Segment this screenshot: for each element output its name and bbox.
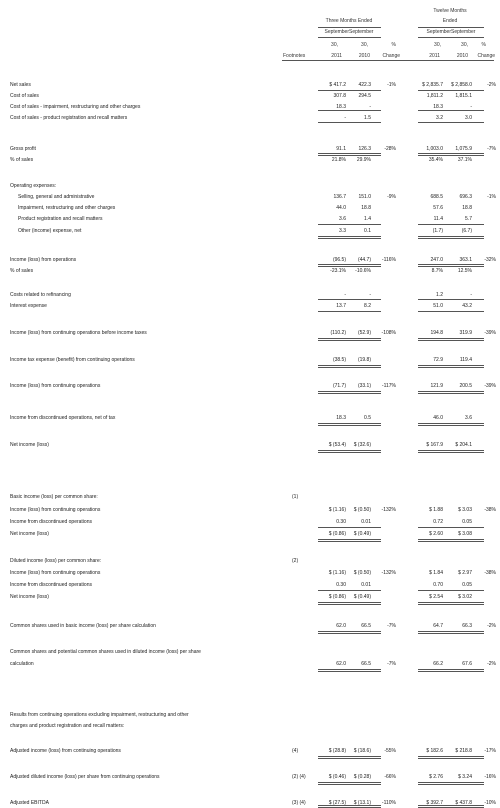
row-cell: (33.1) bbox=[357, 383, 371, 389]
row-cell: -1% bbox=[487, 194, 496, 200]
header-bottom-rule bbox=[282, 60, 494, 61]
header-pct: % bbox=[481, 42, 486, 48]
row-label: Income (loss) from operations bbox=[10, 257, 77, 263]
total-double-rule bbox=[418, 365, 484, 368]
header-september-12m: SeptemberSeptember bbox=[426, 29, 476, 35]
row-cell: $ 392.7 bbox=[426, 800, 443, 806]
row-cell: -39% bbox=[484, 330, 496, 336]
row-label: Net sales bbox=[10, 82, 31, 88]
subtotal-rule bbox=[418, 110, 484, 111]
row-cell: 3.0 bbox=[465, 115, 472, 121]
row-label: Common shares used in basic income (loss) per share calculation bbox=[10, 623, 156, 629]
row-cell: -9% bbox=[387, 194, 396, 200]
row-cell: 66.5 bbox=[361, 661, 371, 667]
row-label: Results from continuing operations excluding impairment, restructuring and other bbox=[10, 712, 189, 718]
row-cell: 422.3 bbox=[358, 82, 371, 88]
row-cell: -66% bbox=[384, 774, 396, 780]
row-cell: 3.6 bbox=[339, 216, 346, 222]
row-cell: $ (0.46) bbox=[328, 774, 346, 780]
subtotal-rule bbox=[418, 590, 484, 591]
row-cell: 62.0 bbox=[336, 623, 346, 629]
header-year-2011: 2011 bbox=[331, 53, 342, 59]
row-cell: 57.6 bbox=[433, 205, 443, 211]
row-cell: 0.05 bbox=[462, 519, 472, 525]
total-double-rule bbox=[318, 423, 381, 426]
row-footnote: (2) bbox=[292, 558, 299, 564]
row-cell: $ 3.24 bbox=[458, 774, 472, 780]
row-cell: -2% bbox=[487, 82, 496, 88]
row-cell: -17% bbox=[484, 748, 496, 754]
row-cell: $ (0.28) bbox=[353, 774, 371, 780]
row-cell: 126.3 bbox=[358, 146, 371, 152]
subtotal-rule bbox=[418, 299, 484, 300]
row-label: Cost of sales - product registration and recall matters bbox=[10, 115, 128, 121]
header-day: 30, bbox=[461, 42, 468, 48]
row-cell: $ (1.16) bbox=[328, 570, 346, 576]
row-cell: 1,815.1 bbox=[455, 93, 472, 99]
row-label: % of sales bbox=[10, 157, 34, 163]
subtotal-rule bbox=[418, 527, 484, 528]
row-cell: (52.9) bbox=[357, 330, 371, 336]
row-label: Income from discontinued operations, net of tax bbox=[10, 415, 116, 421]
header-footnotes: Footnotes bbox=[283, 53, 306, 59]
subtotal-rule bbox=[318, 590, 381, 591]
subtotal-rule bbox=[418, 224, 484, 225]
total-double-rule bbox=[418, 153, 484, 156]
row-cell: 688.5 bbox=[430, 194, 443, 200]
row-cell: $ (18.6) bbox=[353, 748, 371, 754]
row-cell: 3.6 bbox=[465, 415, 472, 421]
row-cell: $ 2.60 bbox=[429, 531, 443, 537]
row-cell: 0.05 bbox=[462, 582, 472, 588]
row-cell: $ (0.86) bbox=[328, 594, 346, 600]
row-cell: 13.7 bbox=[336, 303, 346, 309]
row-cell: 0.72 bbox=[433, 519, 443, 525]
total-double-rule bbox=[318, 391, 381, 394]
row-label: Adjusted EBITDA bbox=[10, 800, 49, 806]
row-cell: 3.2 bbox=[436, 115, 443, 121]
row-cell: 1.5 bbox=[364, 115, 371, 121]
row-cell: 0.01 bbox=[361, 582, 371, 588]
total-double-rule bbox=[318, 236, 381, 239]
row-label: Net income (loss) bbox=[10, 442, 49, 448]
row-label: Income (loss) from continuing operations bbox=[10, 507, 101, 513]
row-label: % of sales bbox=[10, 268, 34, 274]
row-label: Other (income) expense, net bbox=[18, 228, 82, 234]
row-cell: - bbox=[344, 292, 346, 298]
row-cell: -7% bbox=[387, 623, 396, 629]
row-cell: $ (53.4) bbox=[328, 442, 346, 448]
row-cell: $ 204.1 bbox=[455, 442, 472, 448]
row-cell: -1% bbox=[387, 82, 396, 88]
total-double-rule bbox=[418, 338, 484, 341]
row-label: Interest expense bbox=[10, 303, 47, 309]
row-cell: 0.5 bbox=[364, 415, 371, 421]
row-label: Adjusted income (loss) from continuing operations bbox=[10, 748, 121, 754]
header-year-2011: 2011 bbox=[429, 53, 440, 59]
row-label: Net income (loss) bbox=[10, 531, 49, 537]
row-cell: -7% bbox=[387, 661, 396, 667]
total-double-rule bbox=[418, 782, 484, 785]
row-cell: 136.7 bbox=[333, 194, 346, 200]
row-cell: $ (0.49) bbox=[353, 531, 371, 537]
subtotal-rule bbox=[418, 90, 484, 91]
row-cell: (38.5) bbox=[332, 357, 346, 363]
row-cell: 1.2 bbox=[436, 292, 443, 298]
row-cell: 64.7 bbox=[433, 623, 443, 629]
row-cell: 44.0 bbox=[336, 205, 346, 211]
row-cell: -110% bbox=[381, 800, 396, 806]
row-label: Income (loss) from continuing operations bbox=[10, 383, 101, 389]
row-cell: -2% bbox=[487, 623, 496, 629]
header-change: Change bbox=[477, 53, 495, 59]
row-label: Common shares and potential common shares used in diluted income (loss) per share bbox=[10, 649, 201, 655]
row-label: Gross profit bbox=[10, 146, 36, 152]
row-cell: -7% bbox=[487, 146, 496, 152]
header-pct: % bbox=[391, 42, 396, 48]
row-label: Selling, general and administrative bbox=[18, 194, 95, 200]
row-cell: $ 167.9 bbox=[426, 442, 443, 448]
row-cell: 151.0 bbox=[358, 194, 371, 200]
row-cell: $ 182.6 bbox=[426, 748, 443, 754]
row-footnote: (3) (4) bbox=[292, 800, 306, 806]
row-label: Net income (loss) bbox=[10, 594, 49, 600]
subtotal-rule bbox=[418, 311, 484, 312]
row-cell: 35.4% bbox=[428, 157, 443, 163]
row-cell: (6.7) bbox=[461, 228, 472, 234]
row-label: Costs related to refinancing bbox=[10, 292, 71, 298]
row-cell: $ (0.50) bbox=[353, 507, 371, 513]
header-ended: Ended bbox=[442, 18, 458, 24]
header-day: 30, bbox=[361, 42, 368, 48]
row-footnote: (1) bbox=[292, 494, 299, 500]
total-double-rule bbox=[318, 631, 381, 634]
total-double-rule bbox=[418, 391, 484, 394]
header-day: 30, bbox=[331, 42, 338, 48]
subtotal-rule bbox=[318, 311, 381, 312]
row-cell: 67.6 bbox=[462, 661, 472, 667]
row-cell: $ (0.86) bbox=[328, 531, 346, 537]
subtotal-rule bbox=[318, 110, 381, 111]
row-cell: -38% bbox=[484, 570, 496, 576]
row-cell: 37.1% bbox=[457, 157, 472, 163]
row-cell: -10.6% bbox=[355, 268, 371, 274]
row-cell: 51.0 bbox=[433, 303, 443, 309]
row-cell: -132% bbox=[381, 507, 396, 513]
row-label: charges and product registration and recall matters: bbox=[10, 723, 125, 729]
row-cell: -39% bbox=[484, 383, 496, 389]
row-footnote: (2) (4) bbox=[292, 774, 306, 780]
row-cell: 1.4 bbox=[364, 216, 371, 222]
row-label: Income from discontinued operations bbox=[10, 519, 92, 525]
row-cell: -108% bbox=[381, 330, 396, 336]
header-rule-12m bbox=[418, 27, 484, 28]
row-cell: (19.8) bbox=[357, 357, 371, 363]
row-cell: -38% bbox=[484, 507, 496, 513]
row-cell: 8.2 bbox=[364, 303, 371, 309]
row-cell: $ 1.88 bbox=[429, 507, 443, 513]
row-cell: 11.4 bbox=[433, 216, 443, 222]
row-cell: -28% bbox=[384, 146, 396, 152]
row-cell: -55% bbox=[384, 748, 396, 754]
row-cell: $ (28.8) bbox=[328, 748, 346, 754]
row-cell: $ (0.49) bbox=[353, 594, 371, 600]
total-double-rule bbox=[418, 631, 484, 634]
row-cell: $ 3.02 bbox=[458, 594, 472, 600]
row-label: Income (loss) from continuing operations before income taxes bbox=[10, 330, 147, 336]
row-cell: -116% bbox=[381, 257, 396, 263]
row-cell: 0.1 bbox=[364, 228, 371, 234]
total-double-rule bbox=[418, 264, 484, 267]
total-double-rule bbox=[418, 450, 484, 453]
total-double-rule bbox=[318, 602, 381, 605]
row-cell: (110.2) bbox=[330, 330, 346, 336]
header-three-months: Three Months Ended bbox=[325, 18, 373, 24]
total-double-rule bbox=[418, 423, 484, 426]
row-footnote: (4) bbox=[292, 748, 299, 754]
row-cell: 8.7% bbox=[431, 268, 443, 274]
row-cell: 91.1 bbox=[336, 146, 346, 152]
subtotal-rule bbox=[418, 122, 484, 123]
header-twelve-months: Twelve Months bbox=[433, 8, 467, 14]
row-cell: 29.9% bbox=[356, 157, 371, 163]
row-cell: 62.0 bbox=[336, 661, 346, 667]
row-cell: 18.3 bbox=[336, 104, 346, 110]
row-cell: 21.8% bbox=[331, 157, 346, 163]
header-rule-12m-b bbox=[418, 37, 484, 38]
total-double-rule bbox=[418, 236, 484, 239]
header-rule-3m-b bbox=[318, 37, 381, 38]
total-double-rule bbox=[418, 602, 484, 605]
header-day: 30, bbox=[434, 42, 441, 48]
total-double-rule bbox=[418, 539, 484, 542]
total-double-rule bbox=[418, 669, 484, 672]
row-cell: $ (13.1) bbox=[353, 800, 371, 806]
row-cell: 319.9 bbox=[459, 330, 472, 336]
row-cell: 12.5% bbox=[457, 268, 472, 274]
row-label: calculation bbox=[10, 661, 34, 667]
row-cell: - bbox=[344, 115, 346, 121]
row-cell: 121.9 bbox=[430, 383, 443, 389]
row-label: Income from discontinued operations bbox=[10, 582, 92, 588]
header-change: Change bbox=[382, 53, 400, 59]
subtotal-rule bbox=[318, 299, 381, 300]
row-cell: 247.0 bbox=[430, 257, 443, 263]
header-september-3m: SeptemberSeptember bbox=[324, 29, 374, 35]
total-double-rule bbox=[318, 365, 381, 368]
row-cell: (96.5) bbox=[332, 257, 346, 263]
row-cell: $ 2,835.7 bbox=[422, 82, 443, 88]
row-cell: 0.70 bbox=[433, 582, 443, 588]
row-cell: $ 218.8 bbox=[455, 748, 472, 754]
row-cell: - bbox=[470, 292, 472, 298]
row-cell: 66.2 bbox=[433, 661, 443, 667]
row-cell: 18.8 bbox=[462, 205, 472, 211]
row-cell: 3.3 bbox=[339, 228, 346, 234]
total-double-rule bbox=[318, 756, 381, 759]
row-cell: 66.5 bbox=[361, 623, 371, 629]
row-cell: 5.7 bbox=[465, 216, 472, 222]
row-cell: 18.3 bbox=[433, 104, 443, 110]
row-cell: (1.7) bbox=[432, 228, 443, 234]
row-cell: -10% bbox=[484, 800, 496, 806]
subtotal-rule bbox=[318, 224, 381, 225]
total-double-rule bbox=[318, 669, 381, 672]
row-cell: 1,003.0 bbox=[426, 146, 443, 152]
row-cell: $ 417.2 bbox=[329, 82, 346, 88]
row-cell: 0.01 bbox=[361, 519, 371, 525]
row-cell: 294.5 bbox=[358, 93, 371, 99]
row-label: Diluted income (loss) per common share: bbox=[10, 558, 102, 564]
row-cell: $ 2.97 bbox=[458, 570, 472, 576]
row-label: Cost of sales bbox=[10, 93, 39, 99]
row-cell: 46.0 bbox=[433, 415, 443, 421]
total-double-rule bbox=[318, 153, 381, 156]
row-cell: 18.3 bbox=[336, 415, 346, 421]
total-double-rule bbox=[318, 338, 381, 341]
row-cell: $ 437.8 bbox=[455, 800, 472, 806]
row-label: Impairment, restructuring and other charges bbox=[18, 205, 116, 211]
header-year-2010: 2010 bbox=[456, 53, 468, 59]
row-cell: $ 2,858.0 bbox=[451, 82, 472, 88]
row-cell: -23.1% bbox=[330, 268, 346, 274]
row-cell: 696.3 bbox=[459, 194, 472, 200]
row-label: Income tax expense (benefit) from continuing operations bbox=[10, 357, 135, 363]
row-cell: 200.5 bbox=[459, 383, 472, 389]
row-cell: -132% bbox=[381, 570, 396, 576]
row-cell: $ 3.03 bbox=[458, 507, 472, 513]
row-cell: $ (27.5) bbox=[328, 800, 346, 806]
total-double-rule bbox=[318, 450, 381, 453]
row-cell: $ 2.76 bbox=[429, 774, 443, 780]
row-cell: 363.1 bbox=[459, 257, 472, 263]
total-double-rule bbox=[318, 264, 381, 267]
row-label: Income (loss) from continuing operations bbox=[10, 570, 101, 576]
row-cell: $ (32.6) bbox=[353, 442, 371, 448]
row-cell: 1,811.2 bbox=[426, 93, 443, 99]
row-cell: 0.30 bbox=[336, 582, 346, 588]
row-cell: 119.4 bbox=[459, 357, 472, 363]
total-double-rule bbox=[318, 539, 381, 542]
row-label: Basic income (loss) per common share: bbox=[10, 494, 98, 500]
row-cell: 1,075.9 bbox=[455, 146, 472, 152]
row-cell: -32% bbox=[484, 257, 496, 263]
row-cell: 307.8 bbox=[333, 93, 346, 99]
row-cell: 72.9 bbox=[433, 357, 443, 363]
row-cell: -2% bbox=[487, 661, 496, 667]
row-cell: 43.2 bbox=[462, 303, 472, 309]
row-cell: $ (1.16) bbox=[328, 507, 346, 513]
row-cell: (44.7) bbox=[357, 257, 371, 263]
row-cell: 194.8 bbox=[430, 330, 443, 336]
total-double-rule bbox=[318, 782, 381, 785]
row-cell: - bbox=[470, 104, 472, 110]
row-cell: $ (0.50) bbox=[353, 570, 371, 576]
row-cell: 18.8 bbox=[361, 205, 371, 211]
subtotal-rule bbox=[318, 527, 381, 528]
row-label: Adjusted diluted income (loss) per share from continuing operations bbox=[10, 774, 160, 780]
subtotal-rule bbox=[318, 90, 381, 91]
header-rule-3m bbox=[318, 27, 381, 28]
row-cell: 0.30 bbox=[336, 519, 346, 525]
row-cell: - bbox=[369, 292, 371, 298]
row-label: Product registration and recall matters bbox=[18, 216, 103, 222]
row-cell: $ 3.08 bbox=[458, 531, 472, 537]
row-cell: -117% bbox=[381, 383, 396, 389]
row-cell: $ 1.84 bbox=[429, 570, 443, 576]
row-cell: -16% bbox=[484, 774, 496, 780]
row-cell: 66.3 bbox=[462, 623, 472, 629]
row-cell: (71.7) bbox=[332, 383, 346, 389]
row-label: Operating expenses: bbox=[10, 183, 57, 189]
row-cell: - bbox=[369, 104, 371, 110]
header-year-2010: 2010 bbox=[358, 53, 370, 59]
row-cell: $ 2.54 bbox=[429, 594, 443, 600]
total-double-rule bbox=[418, 756, 484, 759]
row-label: Cost of sales - impairment, restructuring and other charges bbox=[10, 104, 141, 110]
subtotal-rule bbox=[318, 122, 381, 123]
